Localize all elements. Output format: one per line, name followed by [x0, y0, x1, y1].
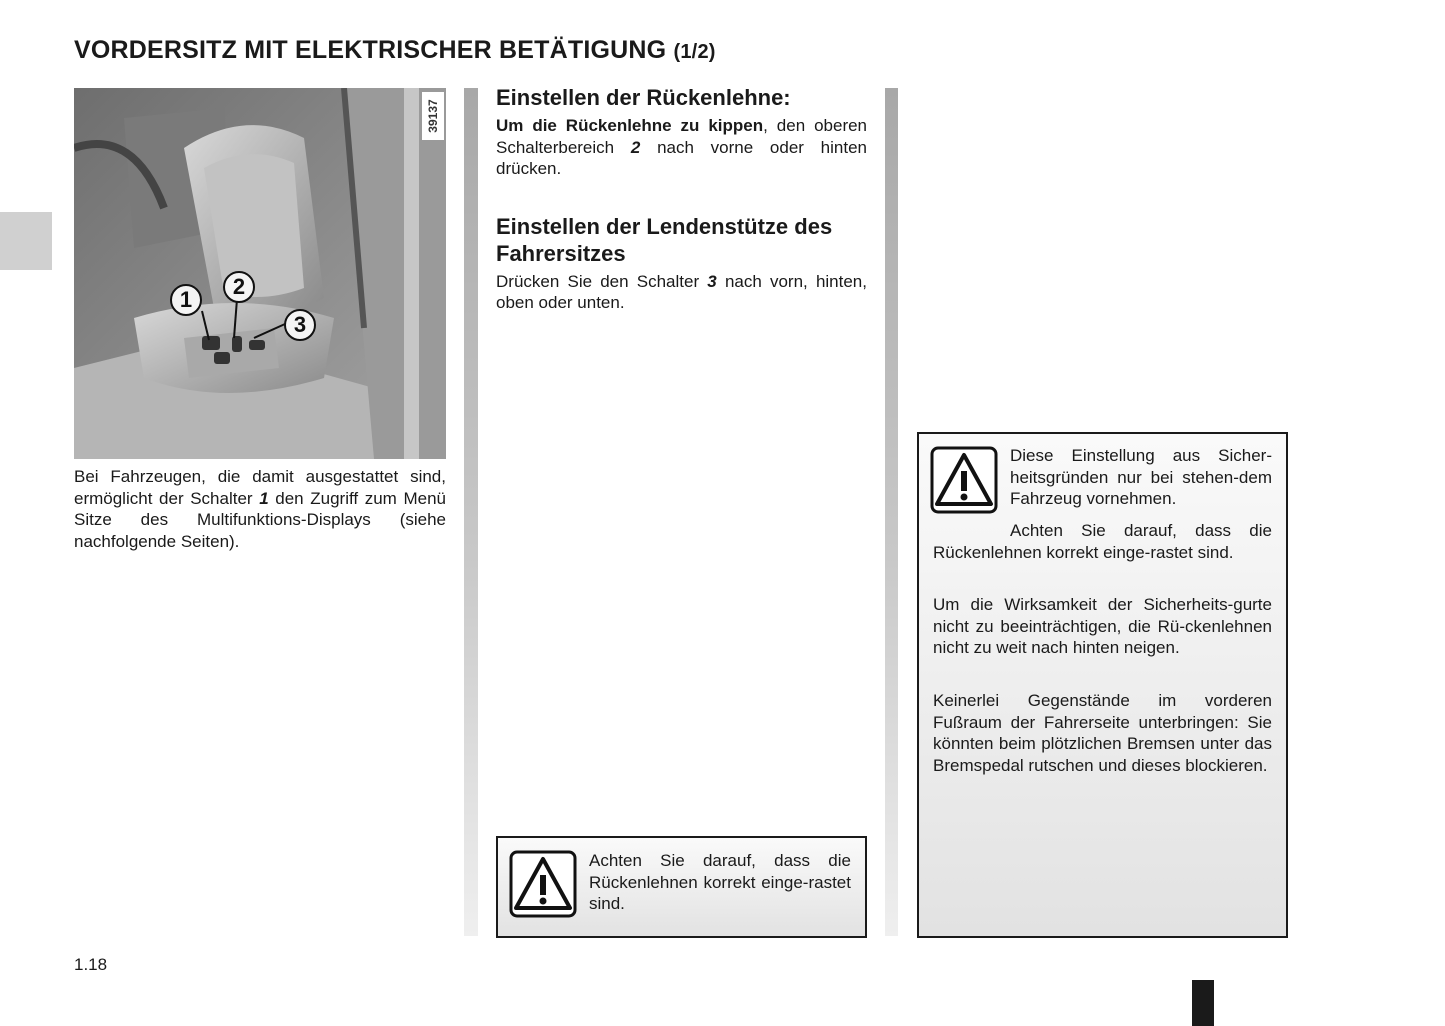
description-text-c: den Zugriff zum Menü Sitze des Multifunktions-Displays (siehe nachfolgende Seiten). — [74, 488, 446, 551]
warning-right-p2: Achten Sie darauf, dass die Rückenlehnen korrekt einge-rastet sind. — [933, 521, 1272, 562]
warning-triangle-icon — [930, 446, 998, 514]
column-divider-left — [464, 88, 478, 936]
callout-1: 1 — [170, 284, 202, 316]
page-number: 1.18 — [74, 955, 108, 974]
seat-illustration — [74, 88, 446, 459]
warning-text-middle: Achten Sie darauf, dass die Rückenlehnen korrekt einge-rastet sind. — [589, 851, 851, 913]
heading-lumbar: Einstellen der Lendenstütze des Fahrersitzes — [496, 213, 833, 266]
page-edge-marker — [1192, 980, 1214, 1026]
figure-code — [422, 92, 444, 140]
lumbar-text-b: nach vorn, hinten, oben oder unten. — [496, 271, 867, 312]
lumbar-text-a: Drücken Sie den Schalter — [496, 271, 708, 291]
page-title-part: (1/2) — [673, 41, 716, 63]
description-text-a: Bei Fahrzeugen, die damit ausgestattet sind, ermöglicht der Schalter — [74, 467, 446, 508]
lumbar-ref-3: 3 — [707, 271, 717, 291]
backrest-bold-lead: Um die Rückenlehne zu kippen — [496, 116, 764, 135]
description-ref-1: 1 — [259, 488, 269, 508]
callout-2: 2 — [223, 271, 255, 303]
callout-3: 3 — [284, 309, 316, 341]
warning-box-middle — [496, 836, 867, 938]
page-title — [74, 36, 716, 65]
backrest-ref-2: 2 — [630, 137, 641, 157]
middle-column — [496, 84, 867, 314]
lumbar-instructions — [496, 271, 867, 314]
warning-right-p1: Diese Einstellung aus Sicher-heitsgründen nur bei stehen-dem Fahrzeug vornehmen. — [1010, 446, 1272, 508]
warning-box-right — [917, 432, 1288, 938]
figure-code-text: 39137 — [426, 99, 440, 133]
section-tab-marker — [0, 212, 52, 270]
warning-triangle-icon — [509, 850, 577, 918]
column-divider-right — [885, 88, 898, 936]
warning-right-p3: Um die Wirksamkeit der Sicherheits-gurte nicht zu beeinträchtigen, die Rü-ckenlehnen nicht zu weit nach hinten neigen. — [933, 595, 1272, 657]
backrest-text-a: , den oberen Schalterbereich — [496, 116, 868, 157]
seat-figure — [74, 88, 446, 459]
heading-backrest: Einstellen der Rückenlehne: — [496, 85, 791, 110]
warning-right-p4: Keinerlei Gegenstände im vorderen Fußraum der Fahrerseite unterbringen: Sie könnten beim plötzlichen Bremsen unter das Bremspedal rutschen und dieses blockieren. — [933, 691, 1272, 775]
figure-description — [74, 466, 446, 552]
backrest-text-b: nach vorne oder hinten drücken. — [496, 137, 868, 178]
backrest-instructions — [496, 115, 867, 180]
page-title-text: VORDERSITZ MIT ELEKTRISCHER BETÄTIGUNG — [74, 36, 667, 64]
